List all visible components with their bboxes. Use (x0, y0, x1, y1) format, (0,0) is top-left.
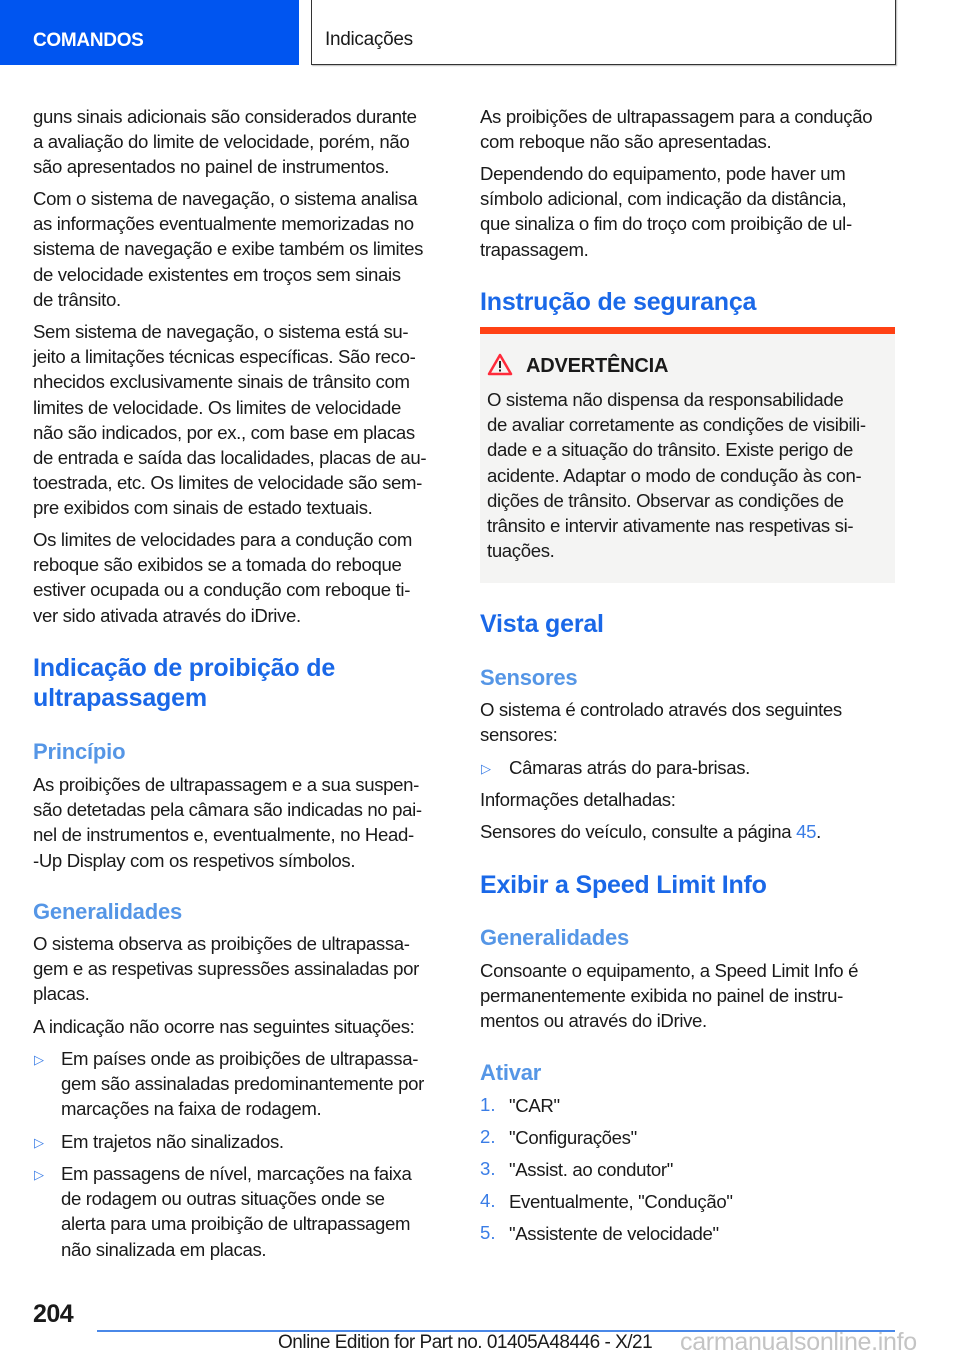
paragraph: Dependendo do equipamento, pode haver um símbolo adicional, com indicação da distância, que sinaliza o fim do troço com proibição de ul- trapassagem. (480, 163, 852, 260)
step-text: "CAR" (509, 1095, 560, 1116)
heading-overtaking: Indicação de proibição de ultrapassagem (33, 654, 336, 712)
step-number: 5. (480, 1222, 496, 1243)
warning-text: O sistema não dispensa da responsabilidade de avaliar corretamente as condições de visibili- dade e a situação do trânsito. Existe perigo de acidente. Adaptar o modo de condução às con- dições de trânsito. Observar as condições de trânsito e intervir ativamente nas respetivas si- tuações. (487, 389, 866, 562)
step-text: "Assist. ao condutor" (509, 1159, 673, 1180)
paragraph: Informações detalhadas: (480, 789, 676, 810)
reference-text: Sensores do veículo, consulte a página (480, 821, 797, 842)
step-text: Eventualmente, "Condução" (509, 1191, 733, 1212)
warning-title: ADVERTÊNCIA (526, 355, 669, 377)
chapter-title: COMANDOS (33, 30, 144, 51)
step-text: "Assistente de velocidade" (509, 1223, 719, 1244)
warning-bar (480, 327, 895, 334)
list-item: Em países onde as proibições de ultrapassa- gem são assinaladas predominantemente por marcações na faixa de rodagem. (61, 1048, 424, 1120)
chapter-tab (0, 0, 299, 65)
bullet-triangle-icon: ▷ (34, 1135, 44, 1150)
watermark: carmanualsonline.info (680, 1328, 917, 1356)
heading-speed-limit-info: Exibir a Speed Limit Info (480, 871, 767, 899)
paragraph: Com o sistema de navegação, o sistema analisa as informações eventualmente memorizadas no sistema de navegação e exibe também os limites de velocidade existentes em troços sem sinais de trânsito. (33, 188, 424, 310)
bullet-triangle-icon: ▷ (34, 1052, 44, 1067)
paragraph: As proibições de ultrapassagem e a sua suspen- são detetadas pela câmara são indicadas no pai- nel de instrumentos e, eventualmente, no Head- -Up Display com os respetivos símbolos. (33, 774, 422, 871)
paragraph: O sistema observa as proibições de ultrapassa- gem e as respetivas supressões assinaladas por placas. (33, 933, 419, 1005)
section-tab (311, 0, 896, 65)
step-number: 1. (480, 1094, 496, 1115)
list-item: Câmaras atrás do para-brisas. (509, 757, 750, 778)
heading-safety: Instrução de segurança (480, 288, 757, 316)
edition-text: Online Edition for Part no. 01405A48446 - X/21 (278, 1332, 653, 1353)
subheading-sensores: Sensores (480, 665, 578, 690)
paragraph: Sem sistema de navegação, o sistema está su- jeito a limitações técnicas específicas. São reco- nhecidos exclusivamente sinais de trânsito com limites de velocidade. Os limites de velocidade não são indicados, por ex., com base em placas de entrada e saída das localidades, placas de au- toestrada, etc. Os limites de velocidade são sem- pre exibidos com sinais de estado textuais. (33, 321, 427, 519)
warning-triangle-icon (487, 353, 513, 376)
step-number: 2. (480, 1126, 496, 1147)
step-number: 4. (480, 1190, 496, 1211)
subheading-principio: Princípio (33, 739, 126, 764)
reference-suffix: . (816, 821, 821, 842)
subheading-ativar: Ativar (480, 1060, 542, 1085)
paragraph: A indicação não ocorre nas seguintes situações: (33, 1016, 415, 1037)
list-item: Em passagens de nível, marcações na faixa de rodagem ou outras situações onde se alerta para uma proibição de ultrapassagem não sinalizada em placas. (61, 1163, 412, 1260)
paragraph: As proibições de ultrapassagem para a condução com reboque não são apresentadas. (480, 106, 873, 153)
subheading-generalidades: Generalidades (33, 899, 183, 924)
paragraph: guns sinais adicionais são considerados durante a avaliação do limite de velocidade, porém, não são apresentados no painel de instrumentos. (33, 106, 417, 178)
page-reference (480, 819, 821, 844)
step-text: "Configurações" (509, 1127, 637, 1148)
bullet-triangle-icon: ▷ (34, 1167, 44, 1182)
subheading-generalidades: Generalidades (480, 925, 630, 950)
heading-overview: Vista geral (480, 610, 604, 638)
page-link[interactable]: 45 (796, 821, 817, 842)
paragraph: Consoante o equipamento, a Speed Limit Info é permanentemente exibida no painel de instru- mentos ou através do iDrive. (480, 960, 859, 1032)
bullet-triangle-icon: ▷ (481, 761, 491, 776)
step-number: 3. (480, 1158, 496, 1179)
page-number: 204 (33, 1300, 74, 1328)
section-title: Indicações (325, 29, 413, 50)
list-item: Em trajetos não sinalizados. (61, 1131, 284, 1152)
paragraph: O sistema é controlado através dos seguintes sensores: (480, 699, 842, 746)
paragraph: Os limites de velocidades para a condução com reboque são exibidos se a tomada do reboque estiver ocupada ou a condução com reboque ti- ver sido ativada através do iDrive. (33, 529, 413, 626)
